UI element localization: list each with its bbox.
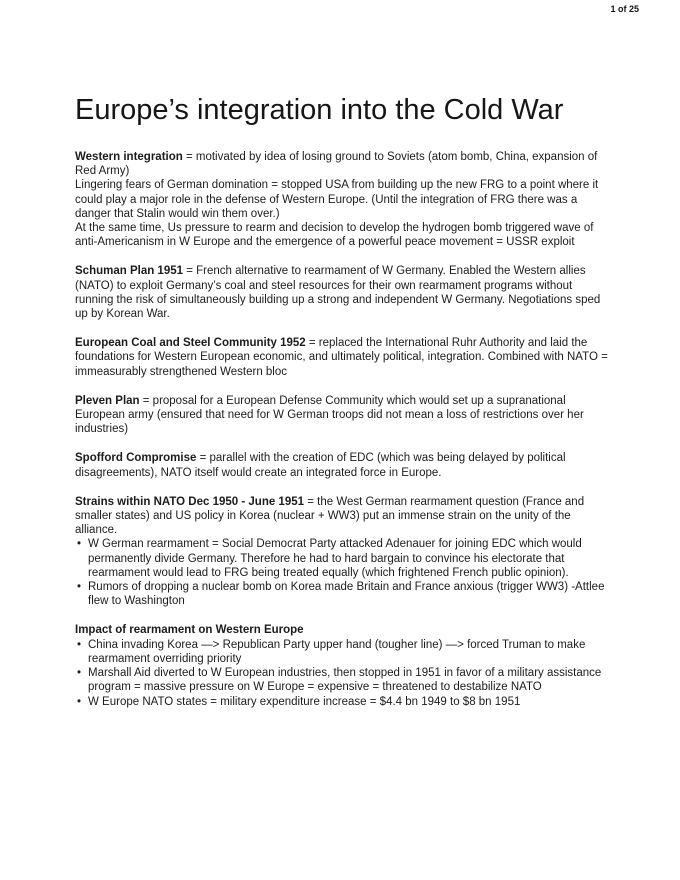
paragraph-text: = the West German rearmament question (France and smaller states) and US policy in Korea (nuclear + WW3) put an immense strain on the unity of the alliance.: [75, 495, 585, 537]
paragraph: [75, 451, 613, 479]
bullet-icon: •: [77, 695, 82, 708]
paragraph: [75, 495, 613, 538]
list-item: [75, 537, 613, 580]
page-indicator: 1 of 25: [610, 4, 639, 14]
paragraph-text: = parallel with the creation of EDC (which was being delayed by political disagreements), NATO itself would create an integrated force in Europe.: [75, 452, 566, 479]
paragraph: [75, 178, 613, 221]
term-label: Impact of rearmament on Western Europe: [75, 624, 304, 637]
list-item-text: W Europe NATO states = military expenditure increase = $4.4 bn 1949 to $8 bn 1951: [88, 695, 521, 708]
paragraph-text: = French alternative to rearmament of W Germany. Enabled the Western allies (NATO) to exploit Germany’s coal and steel resources for their own rearmament programs without running the risk of simultaneously building up a strong and independent W Germany. Negotiations sped up by Korean War.: [75, 265, 601, 321]
section-spofford-compromise: [75, 451, 613, 479]
paragraph-text: At the same time, Us pressure to rearm and decision to develop the hydrogen bomb triggered wave of anti-Americanism in W Europe and the emergence of a powerful peace movement = USSR exploit: [75, 222, 594, 249]
paragraph-text: = motivated by idea of losing ground to Soviets (atom bomb, China, expansion of Red Army): [75, 151, 598, 178]
term-label: European Coal and Steel Community 1952: [75, 337, 306, 350]
term-label: Schuman Plan 1951: [75, 265, 184, 278]
list-item: [75, 695, 613, 709]
list-item: [75, 666, 613, 694]
bullet-icon: •: [77, 638, 82, 651]
list-item-text: Marshall Aid diverted to W European industries, then stopped in 1951 in favor of a military assistance program = massive pressure on W Europe = expensive = threatened to destabilize NATO: [88, 667, 602, 694]
paragraph: [75, 150, 613, 178]
list-item: [75, 580, 613, 608]
section-strains-within-nato: [75, 495, 613, 609]
list-item-text: W German rearmament = Social Democrat Party attacked Adenauer for joining EDC which would permanently divide Germany. Therefore he had to hard bargain to convince his electorate that rearmament would lead to FRG being treated equally (which frightened French public opinion).: [88, 538, 582, 579]
bullet-icon: •: [77, 538, 82, 551]
section-schuman-plan: [75, 264, 613, 321]
paragraph: [75, 221, 613, 249]
term-label: Strains within NATO Dec 1950 - June 1951: [75, 495, 305, 508]
page-title: Europe’s integration into the Cold War: [75, 94, 564, 126]
bullet-icon: •: [77, 667, 82, 680]
bullet-icon: •: [77, 581, 82, 594]
section-western-integration: [75, 150, 613, 249]
list-item: [75, 638, 613, 666]
list-item-text: China invading Korea —> Republican Party upper hand (tougher line) —> forced Truman to make rearmament overriding priority: [88, 638, 586, 665]
document-content: [75, 92, 613, 724]
paragraph-text: Lingering fears of German domination = stopped USA from building up the new FRG to a point where it could play a major role in the defense of Western Europe. (Until the integration of FRG there was a danger that Stalin would win them over.): [75, 179, 599, 220]
term-label: Pleven Plan: [75, 394, 140, 407]
paragraph: [75, 394, 613, 437]
paragraph: [75, 264, 613, 321]
paragraph: [75, 336, 613, 379]
section-impact-of-rearmament: [75, 623, 613, 708]
paragraph-text: = replaced the International Ruhr Authority and laid the foundations for Western European economic, and ultimately political, integration. Combined with NATO = immeasurably strengthened Western bloc: [75, 337, 608, 378]
section-pleven-plan: [75, 394, 613, 437]
paragraph: [75, 623, 613, 637]
list-item-text: Rumors of dropping a nuclear bomb on Korea made Britain and France anxious (trigger WW3) -Attlee flew to Washington: [88, 581, 605, 608]
term-label: Spofford Compromise: [75, 452, 197, 465]
section-european-coal-and-steel-community: [75, 336, 613, 379]
term-label: Western integration: [75, 151, 183, 163]
paragraph-text: = proposal for a European Defense Community which would set up a supranational European army (ensured that need for W German troops did not mean a loss of restrictions over her industries): [75, 394, 584, 436]
